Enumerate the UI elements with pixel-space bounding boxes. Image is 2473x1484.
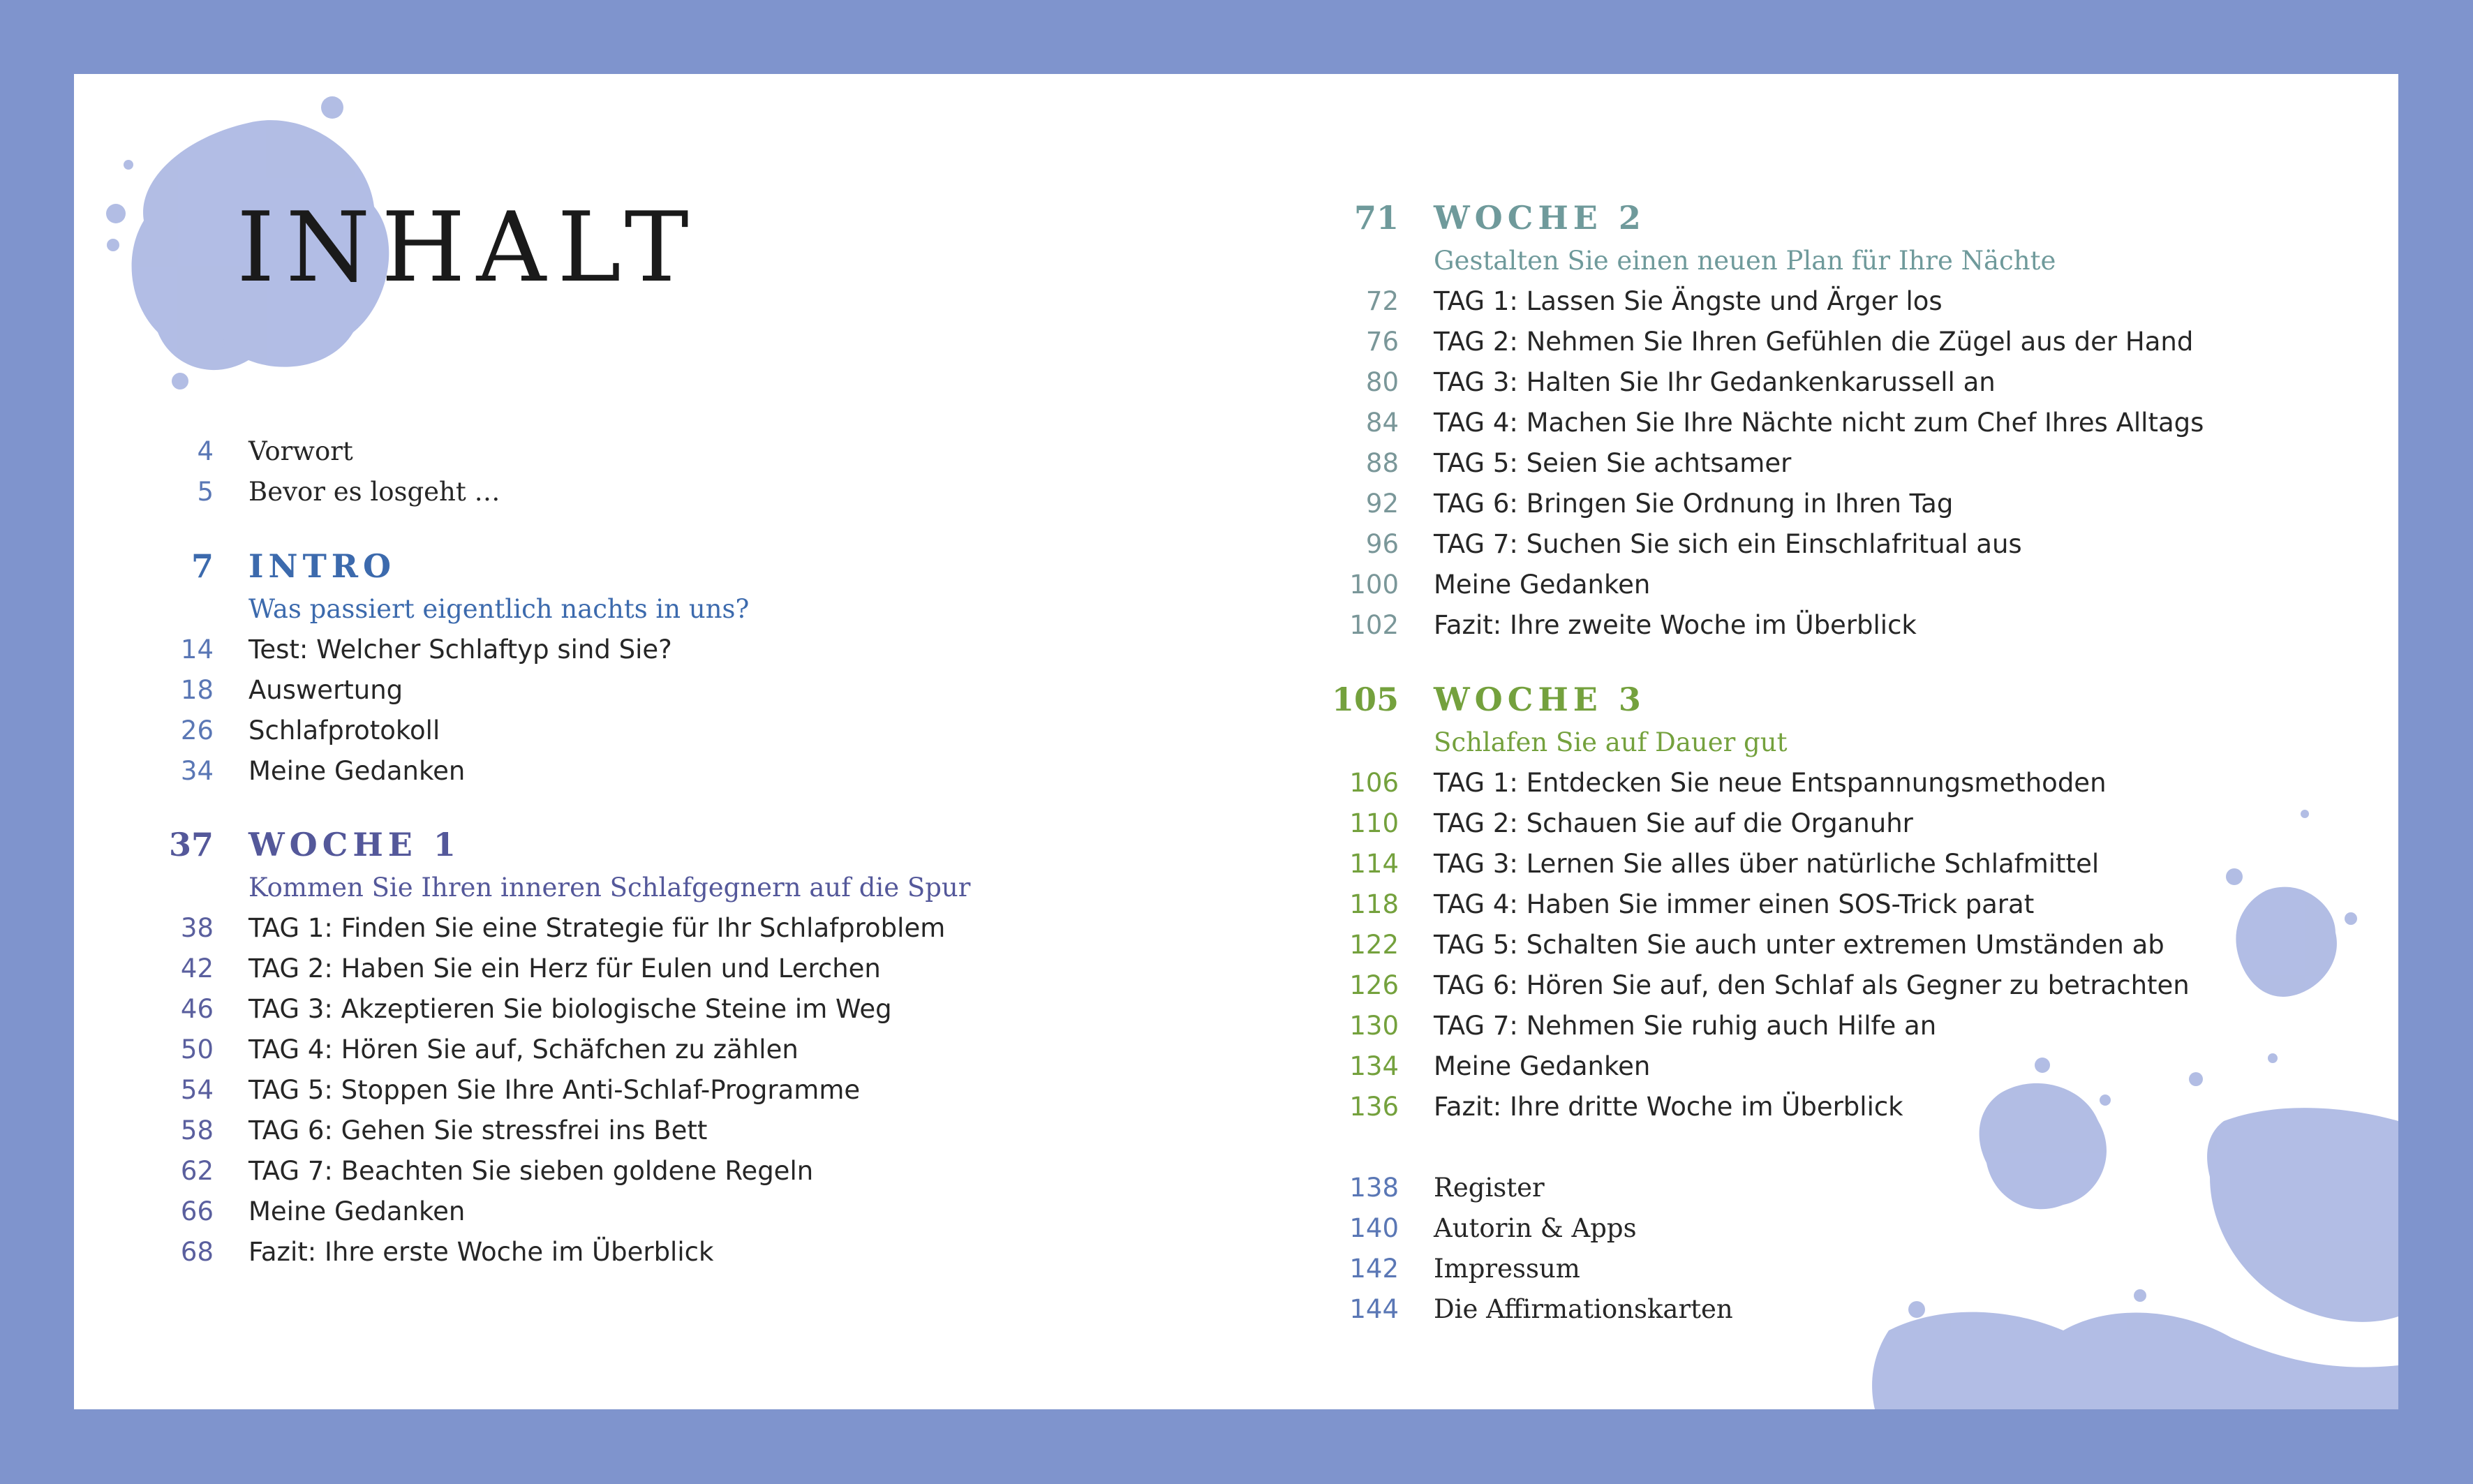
page-number: 102: [1349, 610, 1399, 640]
page-number: 142: [1349, 1254, 1399, 1284]
entry-label: Fazit: Ihre dritte Woche im Überblick: [1434, 1092, 1903, 1122]
entry-label: TAG 2: Nehmen Sie Ihren Gefühlen die Zügel aus der Hand: [1434, 327, 2194, 357]
entry-label: TAG 6: Bringen Sie Ordnung in Ihren Tag: [1434, 489, 1954, 519]
page-number: 114: [1349, 849, 1399, 879]
page-number: 140: [1349, 1213, 1399, 1243]
chapter-subtitle: Kommen Sie Ihren inneren Schlafgegnern auf die Spur: [248, 873, 971, 903]
page-number: 18: [180, 675, 214, 705]
chapter-subtitle: Schlafen Sie auf Dauer gut: [1434, 727, 1788, 757]
entry-label: TAG 5: Stoppen Sie Ihre Anti-Schlaf-Programme: [248, 1075, 861, 1105]
page-number: 42: [180, 954, 214, 984]
page-number: 110: [1349, 808, 1399, 838]
page-number: 50: [180, 1034, 214, 1064]
entry-label: TAG 2: Schauen Sie auf die Organuhr: [1434, 808, 1913, 838]
page-number: 80: [1365, 367, 1399, 397]
page-number: 122: [1349, 930, 1399, 960]
page-number: 76: [1365, 327, 1399, 357]
entry-label: TAG 3: Akzeptieren Sie biologische Steine im Weg: [248, 994, 892, 1024]
page-number: 88: [1365, 448, 1399, 478]
page-number: 5: [197, 477, 214, 507]
page-number: 126: [1349, 970, 1399, 1000]
entry-label: Vorwort: [248, 436, 353, 466]
chapter-page-number: 7: [191, 547, 214, 585]
entry-label: Auswertung: [248, 675, 403, 705]
page-number: 118: [1349, 889, 1399, 919]
page-number: 58: [180, 1115, 214, 1145]
page-number: 68: [180, 1237, 214, 1267]
entry-label: Impressum: [1434, 1254, 1580, 1284]
page-number: 96: [1365, 529, 1399, 559]
entry-label: TAG 6: Gehen Sie stressfrei ins Bett: [248, 1115, 708, 1145]
entry-label: Meine Gedanken: [1434, 570, 1651, 600]
entry-label: TAG 7: Suchen Sie sich ein Einschlafritual aus: [1434, 529, 2022, 559]
chapter-subtitle: Was passiert eigentlich nachts in uns?: [248, 594, 750, 624]
page-number: 130: [1349, 1011, 1399, 1041]
page-number: 92: [1365, 489, 1399, 519]
page-number: 14: [180, 635, 214, 665]
entry-label: TAG 1: Finden Sie eine Strategie für Ihr Schlafproblem: [248, 913, 946, 943]
entry-label: Die Affirmationskarten: [1434, 1294, 1733, 1324]
chapter-subtitle: Gestalten Sie einen neuen Plan für Ihre Nächte: [1434, 246, 2056, 276]
chapter-page-number: 105: [1331, 681, 1399, 718]
page-number: 134: [1349, 1051, 1399, 1081]
page-number: 84: [1365, 408, 1399, 438]
page-number: 72: [1365, 286, 1399, 316]
entry-label: Schlafprotokoll: [248, 715, 440, 745]
entry-label: Test: Welcher Schlaftyp sind Sie?: [248, 635, 672, 665]
chapter-title: WOCHE 3: [1434, 681, 1646, 718]
entry-label: TAG 4: Haben Sie immer einen SOS-Trick parat: [1434, 889, 2035, 919]
entry-label: TAG 6: Hören Sie auf, den Schlaf als Gegner zu betrachten: [1434, 970, 2190, 1000]
page-title: INHALT: [237, 191, 700, 304]
entry-label: Fazit: Ihre zweite Woche im Überblick: [1434, 610, 1917, 640]
entry-label: TAG 1: Lassen Sie Ängste und Ärger los: [1434, 286, 1943, 316]
entry-label: Fazit: Ihre erste Woche im Überblick: [248, 1237, 714, 1267]
page-number: 136: [1349, 1092, 1399, 1122]
page-number: 46: [180, 994, 214, 1024]
page-number: 4: [197, 436, 214, 466]
entry-label: Register: [1434, 1173, 1545, 1203]
entry-label: Meine Gedanken: [248, 756, 466, 786]
entry-label: TAG 7: Nehmen Sie ruhig auch Hilfe an: [1434, 1011, 1937, 1041]
entry-label: Autorin & Apps: [1434, 1213, 1637, 1243]
chapter-title: INTRO: [248, 547, 396, 585]
page-number: 26: [180, 715, 214, 745]
chapter-page-number: 37: [168, 826, 214, 863]
chapter-page-number: 71: [1353, 199, 1399, 237]
entry-label: Meine Gedanken: [1434, 1051, 1651, 1081]
page-number: 66: [180, 1196, 214, 1226]
page-number: 62: [180, 1156, 214, 1186]
entry-label: TAG 7: Beachten Sie sieben goldene Regeln: [248, 1156, 814, 1186]
entry-label: TAG 5: Schalten Sie auch unter extremen Umständen ab: [1434, 930, 2164, 960]
entry-label: TAG 2: Haben Sie ein Herz für Eulen und Lerchen: [248, 954, 881, 984]
entry-label: Bevor es losgeht …: [248, 477, 500, 507]
entry-label: Meine Gedanken: [248, 1196, 466, 1226]
contents-page: [74, 74, 2398, 1409]
page-number: 34: [180, 756, 214, 786]
entry-label: TAG 3: Halten Sie Ihr Gedankenkarussell an: [1434, 367, 1996, 397]
entry-label: TAG 4: Hören Sie auf, Schäfchen zu zählen: [248, 1034, 799, 1064]
chapter-title: WOCHE 1: [248, 826, 461, 863]
page-number: 38: [180, 913, 214, 943]
page-number: 106: [1349, 768, 1399, 798]
chapter-title: WOCHE 2: [1434, 199, 1646, 237]
entry-label: TAG 5: Seien Sie achtsamer: [1434, 448, 1792, 478]
page-number: 54: [180, 1075, 214, 1105]
entry-label: TAG 1: Entdecken Sie neue Entspannungsmethoden: [1434, 768, 2107, 798]
entry-label: TAG 4: Machen Sie Ihre Nächte nicht zum Chef Ihres Alltags: [1434, 408, 2204, 438]
page-number: 138: [1349, 1173, 1399, 1203]
entry-label: TAG 3: Lernen Sie alles über natürliche Schlafmittel: [1434, 849, 2100, 879]
page-number: 144: [1349, 1294, 1399, 1324]
page-number: 100: [1349, 570, 1399, 600]
